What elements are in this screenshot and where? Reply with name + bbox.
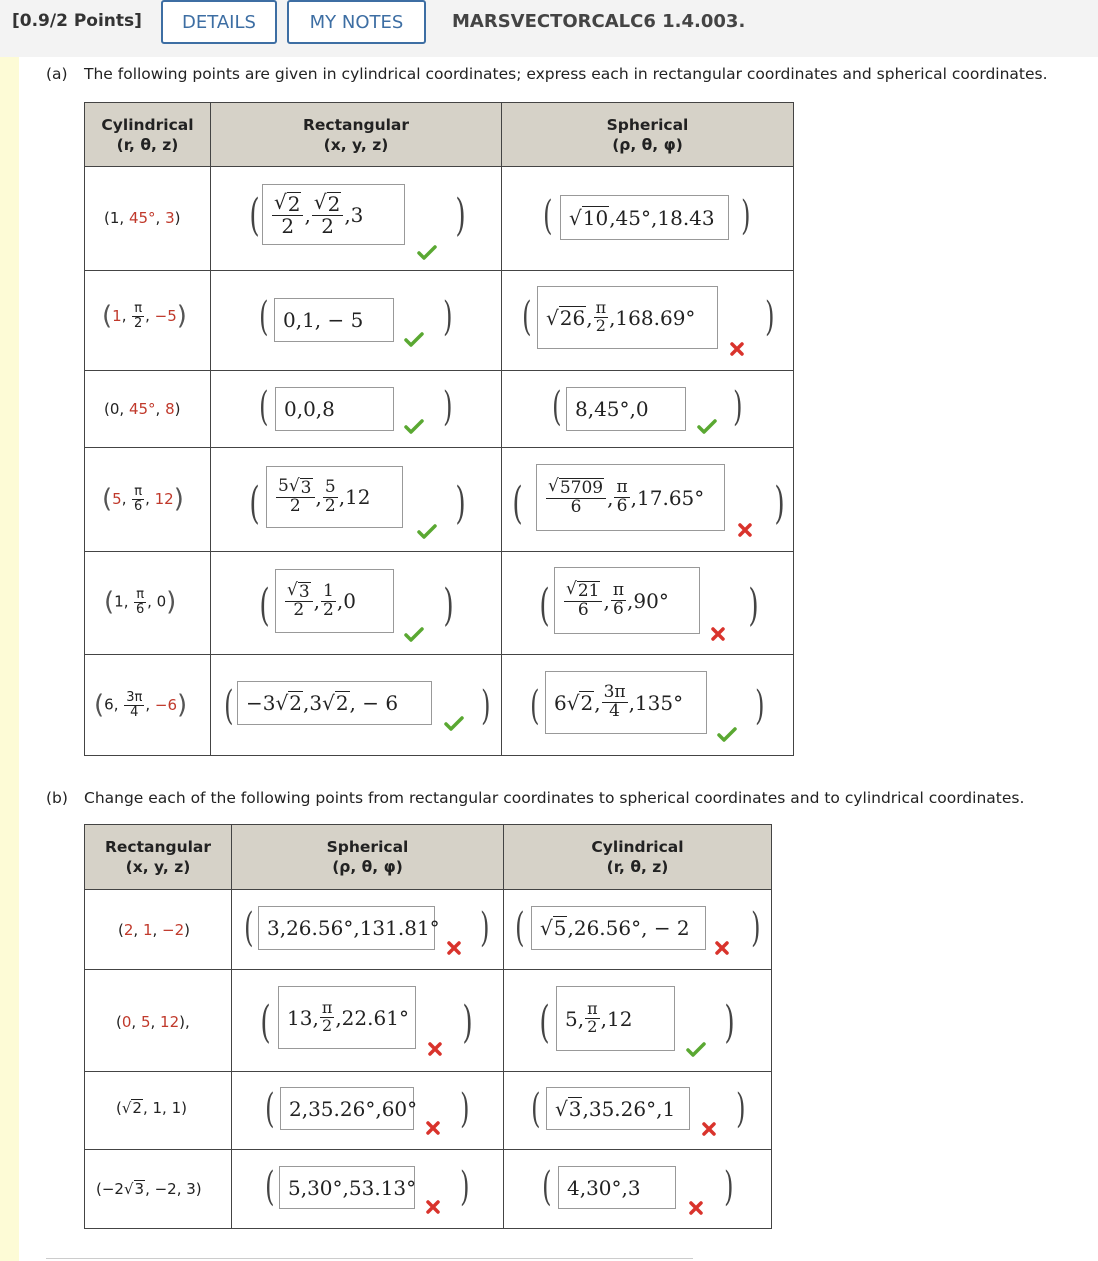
given-point: (−2 √ 3 , −2, 3) xyxy=(96,1180,202,1198)
question-header xyxy=(0,0,1098,57)
sph-answer-input[interactable]: 6 √ 2 , $\frac{3\pi}{4}$ ,135° xyxy=(545,671,707,734)
rect-answer-input[interactable]: √ 2 2 , √ 2 2 ,3 xyxy=(262,184,405,245)
given-point: (6, $\frac{3\pi}{4}$ , −6) xyxy=(94,689,188,720)
correct-check-icon xyxy=(717,727,737,742)
sph-answer-input[interactable]: √ 21 6 , $\frac{\pi}{6}$ ,90° xyxy=(554,567,700,634)
rect-answer-input[interactable]: −3 √ 2 ,3 √ 2 , − 6 xyxy=(237,681,432,725)
cyl-answer-input[interactable]: √ 5 ,26.56°, − 2 xyxy=(531,906,706,950)
cyl-answer-input[interactable]: 4,30°,3 xyxy=(558,1166,676,1209)
sph-answer-input[interactable]: 3,26.56°,131.81° xyxy=(258,906,435,950)
header-cylindrical: Cylindrical (r, θ, z) xyxy=(504,825,771,889)
cyl-answer-input[interactable]: 5, $\frac{\pi}{2}$ ,12 xyxy=(556,986,675,1051)
points-label: [0.9/2 Points] xyxy=(12,11,142,31)
question-id: MARSVECTORCALC6 1.4.003. xyxy=(452,11,746,32)
given-point: (0, 45°, 8) xyxy=(104,400,181,418)
correct-check-icon xyxy=(404,419,424,434)
incorrect-x-icon xyxy=(425,1199,441,1215)
details-button[interactable]: DETAILS xyxy=(161,0,277,44)
part-b-label: (b) xyxy=(46,789,68,807)
divider xyxy=(46,1258,693,1259)
given-point: (1, 45°, 3) xyxy=(104,209,181,227)
header-cylindrical: Cylindrical (r, θ, z) xyxy=(85,103,210,166)
incorrect-x-icon xyxy=(701,1121,717,1137)
my-notes-button[interactable]: MY NOTES xyxy=(287,0,426,44)
incorrect-x-icon xyxy=(427,1041,443,1057)
rect-answer-input[interactable]: 0,1, − 5 xyxy=(274,298,394,342)
rect-answer-input[interactable]: 0,0,8 xyxy=(275,387,394,431)
header-rectangular: Rectangular (x, y, z) xyxy=(85,825,231,889)
correct-check-icon xyxy=(697,419,717,434)
correct-check-icon xyxy=(404,332,424,347)
given-point: (5, $\frac{\pi}{6}$ , 12) xyxy=(102,483,184,514)
sph-answer-input[interactable]: √ 26 , $\frac{\pi}{2}$ ,168.69° xyxy=(537,286,718,349)
incorrect-x-icon xyxy=(737,522,753,538)
header-spherical: Spherical (ρ, θ, φ) xyxy=(502,103,793,166)
sph-answer-input[interactable]: 2,35.26°,60° xyxy=(280,1087,414,1130)
given-point: ( √ 2 , 1, 1) xyxy=(116,1099,187,1117)
sph-answer-input[interactable]: 5,30°,53.13° xyxy=(279,1166,415,1209)
given-point: (0, 5, 12), xyxy=(116,1013,190,1031)
incorrect-x-icon xyxy=(710,626,726,642)
cyl-answer-input[interactable]: √ 3 ,35.26°,1 xyxy=(546,1087,690,1130)
given-point: (1, $\frac{\pi}{6}$ , 0) xyxy=(104,586,177,617)
header-rectangular: Rectangular (x, y, z) xyxy=(211,103,501,166)
given-point: (1, $\frac{\pi}{2}$ , −5) xyxy=(102,300,187,331)
incorrect-x-icon xyxy=(714,940,730,956)
part-a-label: (a) xyxy=(46,65,68,83)
rect-answer-input[interactable]: 5 √ 3 2 , $\frac{5}{2}$ ,12 xyxy=(266,466,403,528)
correct-check-icon xyxy=(444,716,464,731)
sph-answer-input[interactable]: √ 5709 6 , $\frac{\pi}{6}$ ,17.65° xyxy=(536,464,725,531)
header-spherical: Spherical (ρ, θ, φ) xyxy=(232,825,503,889)
incorrect-x-icon xyxy=(446,940,462,956)
sph-answer-input[interactable]: 8,45°,0 xyxy=(566,387,686,431)
incorrect-x-icon xyxy=(425,1120,441,1136)
correct-check-icon xyxy=(686,1042,706,1057)
answer-indicator-bar xyxy=(0,57,19,1261)
sph-answer-input[interactable]: 13, $\frac{\pi}{2}$ ,22.61° xyxy=(278,986,416,1049)
incorrect-x-icon xyxy=(729,341,745,357)
incorrect-x-icon xyxy=(688,1200,704,1216)
correct-check-icon xyxy=(404,627,424,642)
rect-answer-input[interactable]: √ 3 2 , $\frac{1}{2}$ ,0 xyxy=(275,569,394,633)
part-b-instruction: Change each of the following points from rectangular coordinates to spherical coordinates and to cylindrical coordinates. xyxy=(84,789,1025,807)
sph-answer-input[interactable]: √ 10 ,45°,18.43 xyxy=(560,195,729,240)
correct-check-icon xyxy=(417,524,437,539)
part-a-instruction: The following points are given in cylindrical coordinates; express each in rectangular coordinates and spherical coordinates. xyxy=(84,65,1048,83)
given-point: (2, 1, −2) xyxy=(118,921,191,939)
correct-check-icon xyxy=(417,245,437,260)
